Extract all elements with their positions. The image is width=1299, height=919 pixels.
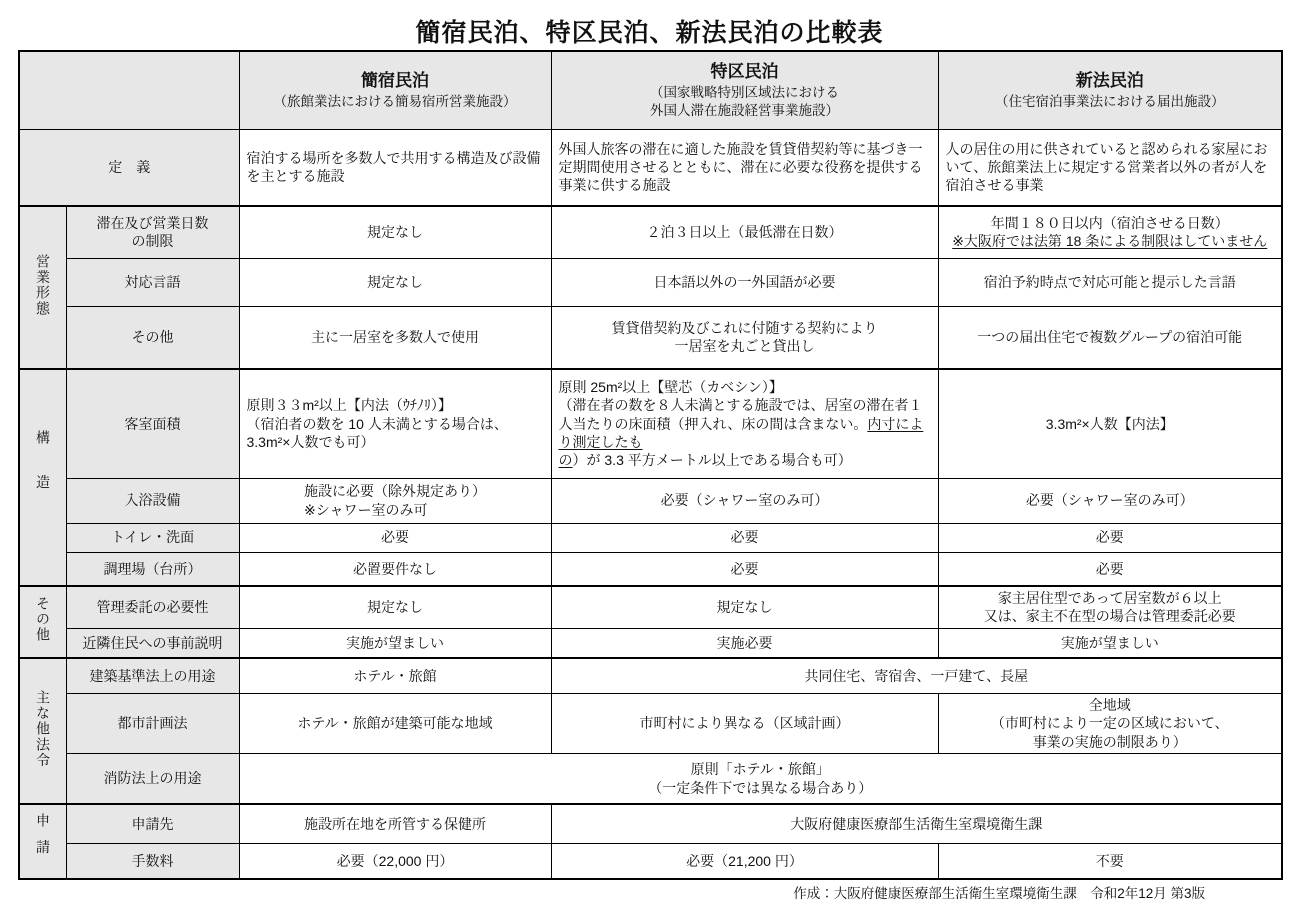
cell-chouriba-kanshuku: 必置要件なし bbox=[239, 552, 551, 586]
comparison-table bbox=[18, 50, 1283, 880]
row-shinseisaki bbox=[19, 804, 1282, 844]
cell-sonota-shinpou: 一つの届出住宅で複数グループの宿泊可能 bbox=[938, 306, 1282, 369]
row-label-kyakushitsu: 客室面積 bbox=[66, 369, 239, 478]
group-label-sonota bbox=[19, 586, 66, 658]
group-label-houre-text: 主な他法令 bbox=[34, 689, 51, 769]
cell-shinseisaki-tokku-shinpou: 大阪府健康医療部生活衛生室環境衛生課 bbox=[551, 804, 1282, 844]
row-taiou bbox=[19, 258, 1282, 306]
cell-sonota-tokku-line2: 一居室を丸ごと貸出し bbox=[674, 338, 815, 355]
cell-toshi-kanshuku: ホテル・旅館が建築可能な地域 bbox=[239, 693, 551, 753]
cell-kyakushitsu-shinpou: 3.3m²×人数【内法】 bbox=[938, 369, 1282, 478]
cell-toire-kanshuku: 必要 bbox=[239, 523, 551, 552]
row-kenchiku bbox=[19, 658, 1282, 693]
column-title-tokku: 特区民泊 bbox=[710, 62, 779, 82]
cell-kyakushitsu-kanshuku-line2: （宿泊者の数を 10 人未満とする場合は、3.3m²×人数でも可） bbox=[246, 415, 508, 450]
row-label-chouriba: 調理場（台所） bbox=[66, 552, 239, 586]
document-credit: 作成：大阪府健康医療部生活衛生室環境衛生課 令和2年12月 第3版 bbox=[793, 886, 1205, 901]
row-label-shinseisaki: 申請先 bbox=[66, 804, 239, 844]
group-label-shinsei bbox=[19, 804, 66, 879]
column-subtitle-kanshuku: （旅館業法における簡易宿所営業施設） bbox=[273, 94, 517, 110]
column-title-shinpou: 新法民泊 bbox=[1075, 71, 1144, 91]
cell-taizai-shinpou bbox=[938, 206, 1282, 258]
cell-taizai-shinpou-line2: ※大阪府では法第 18 条による制限はしていません bbox=[952, 233, 1268, 250]
row-label-taizai-line2: の制限 bbox=[131, 233, 174, 250]
cell-taiou-tokku: 日本語以外の一外国語が必要 bbox=[551, 258, 938, 306]
cell-kanri-shinpou-line2: 又は、家主不在型の場合は管理委託必要 bbox=[983, 608, 1236, 625]
row-label-sonota-gyou: その他 bbox=[66, 306, 239, 369]
cell-nyuyoku-kanshuku bbox=[239, 478, 551, 523]
cell-kyakushitsu-kanshuku-line1: 原則３３m²以上【内法（ｳﾁﾉﾘ）】 bbox=[246, 397, 452, 414]
cell-toshi-tokku: 市町村により異なる（区域計画） bbox=[551, 693, 938, 753]
cell-kinrin-shinpou: 実施が望ましい bbox=[938, 628, 1282, 658]
cell-sonota-kanshuku: 主に一居室を多数人で使用 bbox=[239, 306, 551, 369]
group-label-eigyou-text: 営業形態 bbox=[34, 253, 51, 317]
cell-kyakushitsu-tokku-post: ）が 3.3 平方メートル以上である場合も可） bbox=[572, 452, 852, 469]
group-label-kouzou bbox=[19, 369, 66, 586]
cell-kyakushitsu-tokku-body bbox=[559, 396, 931, 470]
cell-kyakushitsu-kanshuku bbox=[239, 369, 551, 478]
row-label-taizai-line1: 滞在及び営業日数 bbox=[96, 214, 209, 231]
cell-tesuuryou-shinpou: 不要 bbox=[938, 844, 1282, 879]
cell-nyuyoku-shinpou: 必要（シャワー室のみ可） bbox=[938, 478, 1282, 523]
group-label-kouzou-text: 構造 bbox=[34, 430, 51, 521]
cell-taizai-kanshuku: 規定なし bbox=[239, 206, 551, 258]
cell-sonota-tokku bbox=[551, 306, 938, 369]
header-row bbox=[19, 51, 1282, 129]
row-label-taizai bbox=[66, 206, 239, 258]
cell-shoubou-all bbox=[239, 754, 1282, 804]
cell-nyuyoku-kanshuku-line2: ※シャワー室のみ可 bbox=[304, 501, 428, 518]
cell-kanri-tokku: 規定なし bbox=[551, 586, 938, 628]
cell-kyakushitsu-tokku-underline: 内寸により測定したもの bbox=[558, 415, 924, 469]
cell-toshi-shinpou-line2: （市町村により一定の区域において、 bbox=[990, 715, 1229, 732]
cell-kyakushitsu-tokku-pre: （滞在者の数を８人未満とする施設では、居室の滞在者１人当たりの床面積（押入れ、床の間は含まない。 bbox=[558, 397, 923, 432]
cell-kanri-shinpou bbox=[938, 586, 1282, 628]
row-label-kanri: 管理委託の必要性 bbox=[66, 586, 239, 628]
cell-kenchiku-kanshuku: ホテル・旅館 bbox=[239, 658, 551, 693]
row-label-toshi: 都市計画法 bbox=[66, 693, 239, 753]
row-label-teigi: 定 義 bbox=[19, 129, 239, 206]
row-kinrin bbox=[19, 628, 1282, 658]
group-label-houre bbox=[19, 658, 66, 803]
cell-kanri-kanshuku: 規定なし bbox=[239, 586, 551, 628]
row-chouriba bbox=[19, 552, 1282, 586]
cell-nyuyoku-kanshuku-block bbox=[304, 482, 486, 519]
row-label-nyuyoku: 入浴設備 bbox=[66, 478, 239, 523]
cell-tesuuryou-kanshuku: 必要（22,000 円） bbox=[239, 844, 551, 879]
cell-kyakushitsu-tokku-line1: 原則 25m²以上【壁芯（カベシン）】 bbox=[558, 378, 783, 395]
cell-kanri-shinpou-line1: 家主居住型であって居室数が６以上 bbox=[997, 590, 1222, 606]
cell-taiou-kanshuku: 規定なし bbox=[239, 258, 551, 306]
cell-toire-shinpou: 必要 bbox=[938, 523, 1282, 552]
group-label-eigyou bbox=[19, 206, 66, 369]
cell-taizai-shinpou-line1: 年間１８０日以内（宿泊させる日数） bbox=[990, 214, 1229, 231]
cell-kyakushitsu-tokku bbox=[551, 369, 938, 478]
row-kyakushitsu bbox=[19, 369, 1282, 478]
cell-toshi-shinpou bbox=[938, 693, 1282, 753]
row-toire bbox=[19, 523, 1282, 552]
cell-kenchiku-tokku-shinpou: 共同住宅、寄宿舎、一戸建て、長屋 bbox=[551, 658, 1282, 693]
cell-shoubou-all-line2: （一定条件下では異なる場合あり） bbox=[648, 779, 873, 796]
cell-teigi-shinpou: 人の居住の用に供されていると認められる家屋において、旅館業法上に規定する営業者以外の者が人を宿泊させる事業 bbox=[938, 129, 1282, 206]
cell-shinseisaki-kanshuku: 施設所在地を所管する保健所 bbox=[239, 804, 551, 844]
cell-taiou-shinpou: 宿泊予約時点で対応可能と提示した言語 bbox=[938, 258, 1282, 306]
row-label-shoubou: 消防法上の用途 bbox=[66, 754, 239, 804]
row-kanri bbox=[19, 586, 1282, 628]
cell-sonota-tokku-line1: 賃貸借契約及びこれに付随する契約により bbox=[611, 319, 878, 336]
header-col-kanshuku bbox=[239, 51, 551, 129]
row-label-tesuuryou: 手数料 bbox=[66, 844, 239, 879]
row-sonota-gyou bbox=[19, 306, 1282, 369]
cell-chouriba-tokku: 必要 bbox=[551, 552, 938, 586]
row-label-toire: トイレ・洗面 bbox=[66, 523, 239, 552]
header-col-tokku bbox=[551, 51, 938, 129]
cell-shoubou-all-line1: 原則「ホテル・旅館」 bbox=[690, 761, 830, 778]
cell-nyuyoku-tokku: 必要（シャワー室のみ可） bbox=[551, 478, 938, 523]
group-label-sonota-text: その他 bbox=[34, 596, 51, 644]
row-nyuyoku bbox=[19, 478, 1282, 523]
cell-kinrin-tokku: 実施必要 bbox=[551, 628, 938, 658]
column-title-kanshuku: 簡宿民泊 bbox=[361, 71, 429, 91]
row-teigi bbox=[19, 129, 1282, 206]
header-corner-cell bbox=[19, 51, 239, 129]
row-taizai bbox=[19, 206, 1282, 258]
page-title: 簡宿民泊、特区民泊、新法民泊の比較表 bbox=[415, 19, 884, 47]
column-subtitle-tokku-line2: 外国人滞在施設経営事業施設） bbox=[650, 103, 839, 119]
cell-toshi-shinpou-line3: 事業の実施の制限あり） bbox=[1032, 733, 1187, 750]
row-label-kinrin: 近隣住民への事前説明 bbox=[66, 628, 239, 658]
row-label-kenchiku: 建築基準法上の用途 bbox=[66, 658, 239, 693]
cell-teigi-kanshuku: 宿泊する場所を多数人で共用する構造及び設備を主とする施設 bbox=[239, 129, 551, 206]
column-subtitle-tokku-line1: （国家戦略特別区域法における bbox=[650, 84, 839, 100]
cell-chouriba-shinpou: 必要 bbox=[938, 552, 1282, 586]
row-label-taiou: 対応言語 bbox=[66, 258, 239, 306]
group-label-shinsei-text: 申請 bbox=[34, 812, 51, 866]
row-tesuuryou bbox=[19, 844, 1282, 879]
cell-toire-tokku: 必要 bbox=[551, 523, 938, 552]
cell-teigi-tokku: 外国人旅客の滞在に適した施設を賃貸借契約等に基づき一定期間使用させるとともに、滞在に必要な役務を提供する事業に供する施設 bbox=[551, 129, 938, 206]
row-shoubou bbox=[19, 754, 1282, 804]
header-col-shinpou bbox=[938, 51, 1282, 129]
cell-kinrin-kanshuku: 実施が望ましい bbox=[239, 628, 551, 658]
cell-taizai-tokku: ２泊３日以上（最低滞在日数） bbox=[551, 206, 938, 258]
cell-nyuyoku-kanshuku-line1: 施設に必要（除外規定あり） bbox=[304, 483, 486, 500]
column-subtitle-shinpou: （住宅宿泊事業法における届出施設） bbox=[995, 94, 1225, 110]
cell-tesuuryou-tokku: 必要（21,200 円） bbox=[551, 844, 938, 879]
cell-toshi-shinpou-line1: 全地域 bbox=[1088, 696, 1131, 713]
row-toshi bbox=[19, 693, 1282, 753]
